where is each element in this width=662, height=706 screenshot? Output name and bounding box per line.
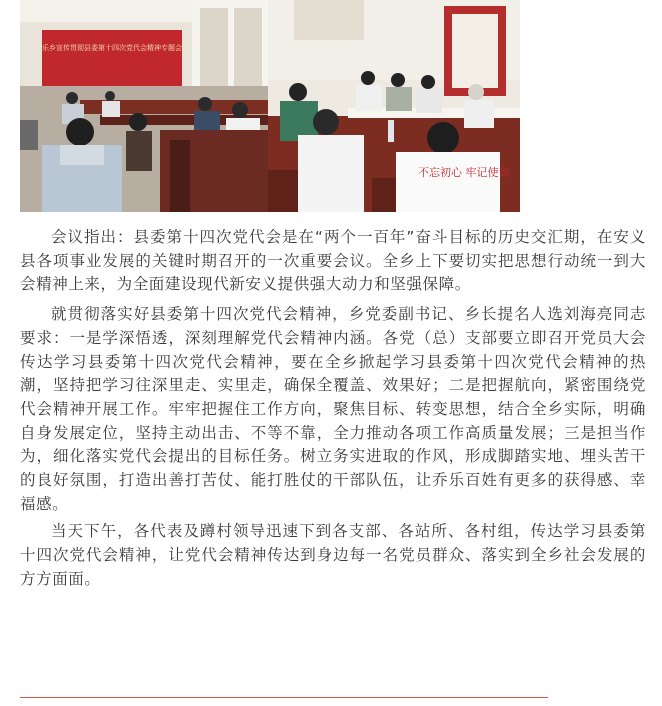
section-divider	[20, 697, 548, 698]
meeting-photo-right	[268, 0, 520, 212]
article-body	[20, 226, 646, 596]
shirt-slogan-text: 不忘初心 牢记使命	[418, 166, 510, 179]
paragraph-implementation-requirements: 就贯彻落实好县委第十四次党代会精神，乡党委副书记、乡长提名人选刘海亮同志要求：一是学深悟透，深刻理解党代会精神内涵。各党（总）支部要立即召开党员大会传达学习县委第十四次党代会精神，要在全乡掀起学习县委第十四次党代会精神的热潮，坚持把学习往深里走、实里走，确保全覆盖、效果好；二是把握航向，紧密围绕党代会精神开展工作。牢牢把握住工作方向，聚焦目标、转变思想，结合全乡实际，明确自身发展定位，坚持主动出击、不等不靠，全力推动各项工作高质量发展；三是担当作为，细化落实党代会提出的目标任务。树立务实进取的作风，形成脚踏实地、埋头苦干的良好氛围，打造出善打苦仗、能打胜仗的干部队伍，让乔乐百姓有更多的获得感、幸福感。	[20, 305, 646, 513]
photo-row	[20, 0, 520, 212]
paragraph-afternoon-dissemination: 当天下午，各代表及蹲村领导迅速下到各支部、各站所、各村组，传达学习县委第十四次党代会精神，让党代会精神传达到身边每一名党员群众、落实到全乡社会发展的方方面面。	[20, 522, 646, 588]
paragraph-meeting-summary: 会议指出：县委第十四次党代会是在“两个一百年”奋斗目标的历史交汇期，在安义县各项事业发展的关键时期召开的一次重要会议。全乡上下要切实把思想行动统一到大会精神上来，为全面建设现代新安义提供强大动力和坚强保障。	[20, 228, 646, 294]
meeting-photo-left	[20, 0, 268, 212]
meeting-banner-text: 乔乐乡宣传贯彻县委第十四次党代会精神专题会议	[35, 44, 189, 52]
meeting-photo-left-illustration	[20, 0, 268, 212]
meeting-photo-right-illustration	[268, 0, 520, 212]
